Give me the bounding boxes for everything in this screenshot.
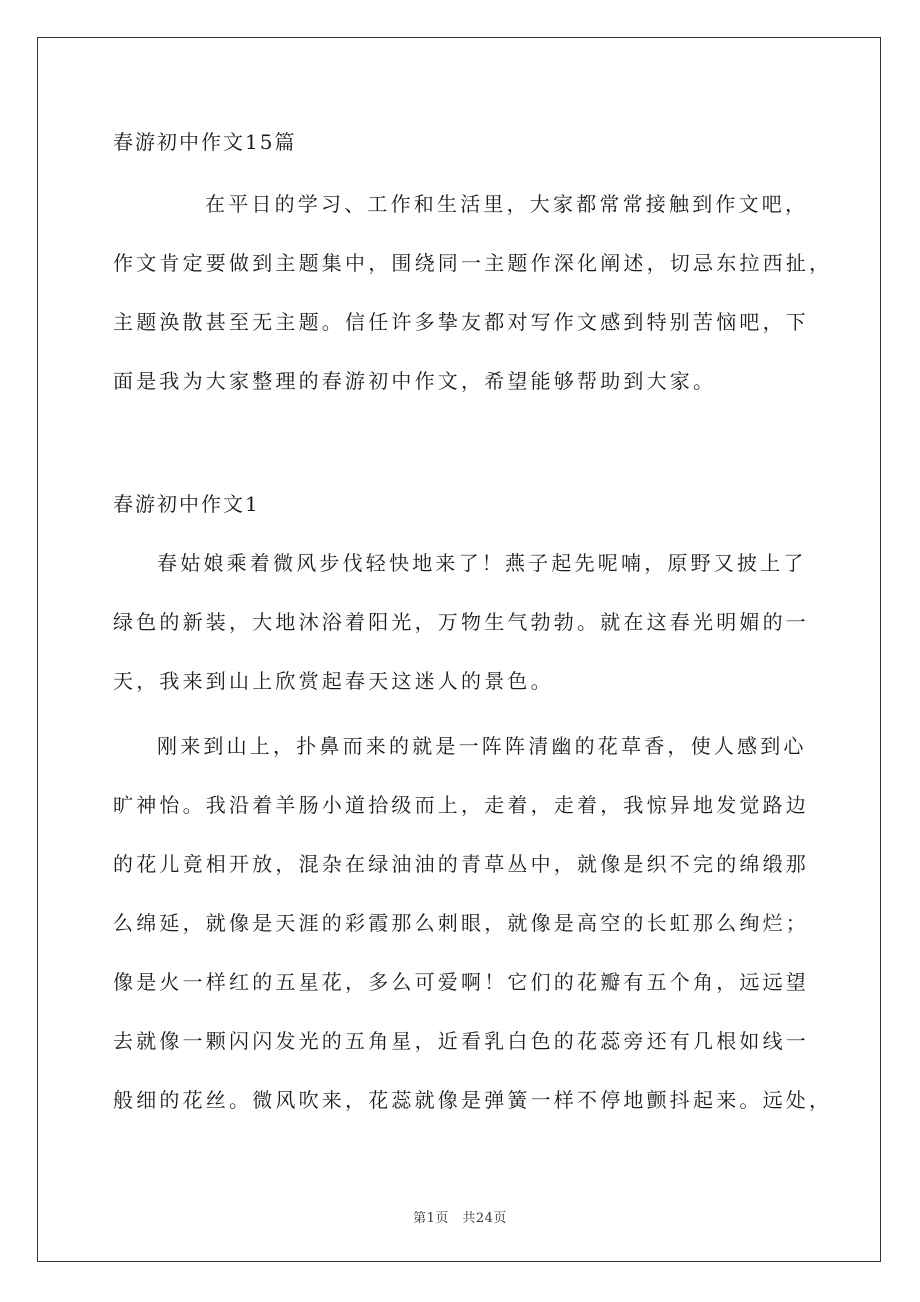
paragraph-line: 天，我来到山上欣赏起春天这迷人的景色。 [113, 669, 554, 693]
paragraph-line: 旷神怡。我沿着羊肠小道拾级而上，走着，走着，我惊异地发觉路边 [113, 793, 809, 817]
paragraph-line: 像是火一样红的五星花，多么可爱啊！它们的花瓣有五个角，远远望 [113, 970, 809, 994]
paragraph-line: 绿色的新装，大地沐浴着阳光，万物生气勃勃。就在这春光明媚的一 [113, 610, 809, 634]
paragraph-line: 刚来到山上，扑鼻而来的就是一阵阵清幽的花草香，使人感到心 [157, 734, 807, 758]
document-title: 春游初中作文15篇 [113, 130, 297, 154]
paragraph-line: 的花儿竟相开放，混杂在绿油油的青草丛中，就像是织不完的绵缎那 [113, 852, 809, 876]
intro-line: 主题涣散甚至无主题。信任许多挚友都对写作文感到特别苦恼吧，下 [113, 310, 809, 334]
intro-line: 在平日的学习、工作和生活里，大家都常常接触到作文吧， [205, 192, 809, 216]
paragraph-line: 么绵延，就像是天涯的彩霞那么刺眼，就像是高空的长虹那么绚烂； [113, 911, 809, 935]
page-indicator: 第1页 共24页 [413, 1211, 507, 1226]
paragraph-line: 般细的花丝。微风吹来，花蕊就像是弹簧一样不停地颤抖起来。远处， [113, 1088, 833, 1112]
page-border [37, 37, 881, 1262]
intro-line: 面是我为大家整理的春游初中作文，希望能够帮助到大家。 [113, 369, 717, 393]
paragraph-line: 春姑娘乘着微风步伐轻快地来了！燕子起先呢喃，原野又披上了 [157, 551, 807, 575]
section-heading: 春游初中作文1 [113, 492, 260, 516]
paragraph-line: 去就像一颗闪闪发光的五角星，近看乳白色的花蕊旁还有几根如线一 [113, 1029, 809, 1053]
intro-line: 作文肯定要做到主题集中，围绕同一主题作深化阐述，切忌东拉西扯， [113, 251, 833, 275]
